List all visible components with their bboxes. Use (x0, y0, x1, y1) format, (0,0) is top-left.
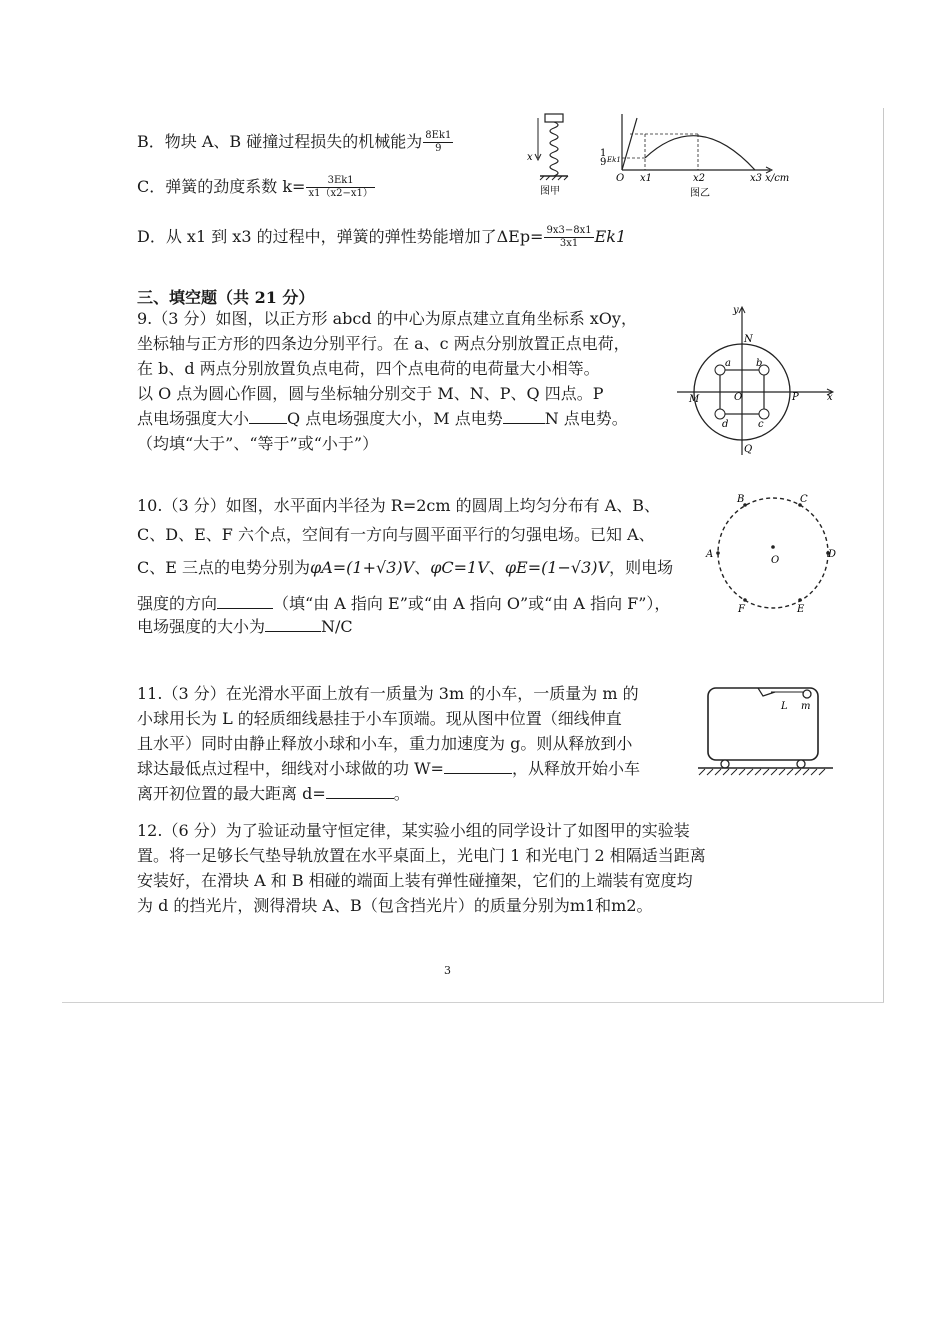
q11-line4-part1: 球达最低点过程中，细线对小球做的功 W= (137, 759, 444, 778)
option-c-fraction (306, 175, 374, 200)
q10-line2: C、D、E、F 六个点，空间有一方向与圆平面平行的匀强电场。已知 A、 (137, 525, 655, 544)
q9-line2: 坐标轴与正方形的四条边分别平行。在 a、c 两点分别放置正点电荷， (137, 334, 630, 353)
spring-figure (527, 114, 568, 197)
q11-line4-part2: ，从释放开始小车 (511, 759, 640, 778)
graph-frac-den: 9 (600, 157, 607, 168)
graph-origin: O (616, 173, 625, 184)
page-edge-bottom (62, 1002, 884, 1003)
q11-line5-part2: 。 (393, 784, 410, 803)
q10-line3: C、E 三点的电势分别为φA=(1+√3)V、φC=1V、φE=(1−√3)V，则电场 (137, 558, 674, 577)
q10-f-label: F (738, 604, 745, 615)
q10-blank-1[interactable] (217, 592, 273, 609)
option-b-text: B．物块 A、B 碰撞过程损失的机械能为 (137, 132, 423, 151)
q9-line3: 在 b、d 两点分别放置负点电荷，四个点电荷的电荷量大小相等。 (137, 359, 600, 378)
q11-line2: 小球用长为 L 的轻质细线悬挂于小车顶端。现从图中位置（细线伸直 (137, 709, 622, 728)
q9-line5 (137, 406, 628, 431)
option-b-num: 8Ek1 (425, 130, 452, 141)
graph-tick-x2: x2 (693, 173, 706, 184)
option-d-den: 3x1 (559, 238, 579, 249)
q10-line4-part2: （填“由 A 指向 E”或“由 A 指向 O”或“由 A 指向 F”）， (273, 594, 671, 613)
option-c-num: 3Ek1 (306, 175, 374, 188)
page-edge-right (883, 108, 884, 1003)
q10-phi-e: φE=(1−√3)V (504, 558, 610, 577)
q10-a-label: A (706, 549, 714, 560)
q10-e-label: E (797, 604, 805, 615)
q9-m-label: M (689, 394, 700, 405)
q10-figure (700, 490, 850, 620)
q9-blank-1[interactable] (249, 407, 287, 424)
q9-line5-part1: 点电场强度大小 (137, 409, 250, 428)
q10-blank-2[interactable] (265, 615, 321, 632)
graph-frac-tail: Ek1 (607, 156, 621, 164)
q11-line4 (137, 756, 640, 781)
figure-jia-label: 图甲 (540, 186, 560, 197)
q9-b-label: b (756, 358, 763, 369)
option-c-text: C．弹簧的劲度系数 k= (137, 177, 306, 196)
option-d-tail: Ek1 (594, 227, 627, 246)
q9-x-label: x (827, 392, 833, 403)
option-d-num: 9x3−8x1 (546, 225, 592, 236)
q11-blank-1[interactable] (444, 757, 512, 774)
q10-line4 (137, 591, 670, 616)
q11-l-label: L (781, 701, 788, 712)
q10-line3-part2: ，则电场 (609, 558, 674, 577)
q9-figure (672, 300, 842, 460)
q9-line5-part2: Q 点电场强度大小，M 点电势 (287, 409, 503, 428)
q10-line1: 10.（3 分）如图，水平面内半径为 R=2cm 的圆周上均匀分布有 A、B、 (137, 496, 661, 515)
q11-line5 (137, 781, 410, 806)
q12-line1: 12.（6 分）为了验证动量守恒定律，某实验小组的同学设计了如图甲的实验装 (137, 821, 690, 840)
energy-graph (600, 114, 789, 199)
spring-x-label: x (527, 152, 533, 163)
q10-phi-c: φC=1V (430, 558, 489, 577)
q11-figure (693, 680, 838, 780)
q10-line5 (137, 614, 353, 639)
q10-line4-part1: 强度的方向 (137, 594, 218, 613)
graph-tick-x1: x1 (640, 173, 653, 184)
q9-o-label: O (734, 392, 743, 403)
q11-blank-2[interactable] (326, 782, 394, 799)
q11-line3: 且水平）同时由静止释放小球和小车，重力加速度为 g。则从释放到小 (137, 734, 633, 753)
q11-line1: 11.（3 分）在光滑水平面上放有一质量为 3m 的小车，一质量为 m 的 (137, 684, 639, 703)
q12-line3: 安装好，在滑块 A 和 B 相碰的端面上装有弹性碰撞架，它们的上端装有宽度均 (137, 871, 693, 890)
option-d-text: D．从 x1 到 x3 的过程中，弹簧的弹性势能增加了ΔEp= (137, 227, 544, 246)
q10-o-label: O (771, 555, 780, 566)
q10-line5-part1: 电场强度的大小为 (137, 617, 266, 636)
q11-line5-part1: 离开初位置的最大距离 d= (137, 784, 326, 803)
q9-q-label: Q (744, 444, 753, 455)
q10-d-label: D (828, 549, 837, 560)
q12-line2: 置。将一足够长气垫导轨放置在水平桌面上，光电门 1 和光电门 2 相隔适当距离 (137, 846, 706, 865)
q9-blank-2[interactable] (503, 407, 545, 424)
q9-p-label: P (792, 392, 799, 403)
q10-c-label: C (800, 494, 808, 505)
option-d-fraction (544, 225, 593, 250)
q9-line4: 以 O 点为圆心作圆，圆与坐标轴分别交于 M、N、P、Q 四点。P (137, 384, 604, 403)
q9-c-label: c (758, 419, 764, 430)
section-title: 三、填空题（共 21 分） (137, 288, 315, 307)
q9-line6: （均填“大于”、“等于”或“小于”） (137, 434, 379, 453)
figure-yi-label: 图乙 (690, 188, 710, 199)
option-b-fraction (423, 130, 453, 155)
q10-line3-part1: C、E 三点的电势分别为 (137, 558, 311, 577)
q9-d-label: d (722, 419, 729, 430)
q9-a-label: a (725, 358, 731, 369)
q11-m-label: m (801, 701, 811, 712)
q12-line4: 为 d 的挡光片，测得滑块 A、B（包含挡光片）的质量分别为m1和m2。 (137, 896, 653, 915)
q9-line5-part3: N 点电势。 (544, 409, 628, 428)
q10-line5-part2: N/C (321, 617, 353, 636)
q10-b-label: B (737, 494, 745, 505)
q9-line1: 9.（3 分）如图，以正方形 abcd 的中心为原点建立直角坐标系 xOy， (137, 309, 637, 328)
option-b-den: 9 (435, 143, 442, 154)
figure-spring-graph (520, 108, 800, 203)
graph-frac-num: 1 (600, 148, 607, 159)
q10-phi-a: φA=(1+√3)V (310, 558, 415, 577)
q9-y-label: y (733, 305, 739, 316)
graph-x-axis-label: x3 x/cm (750, 173, 790, 184)
q9-n-label: N (744, 334, 753, 345)
option-c-den: x1（x2−x1） (308, 188, 373, 199)
option-d (137, 225, 626, 250)
option-b (137, 130, 454, 155)
option-c (137, 175, 376, 200)
page-number: 3 (444, 964, 451, 977)
